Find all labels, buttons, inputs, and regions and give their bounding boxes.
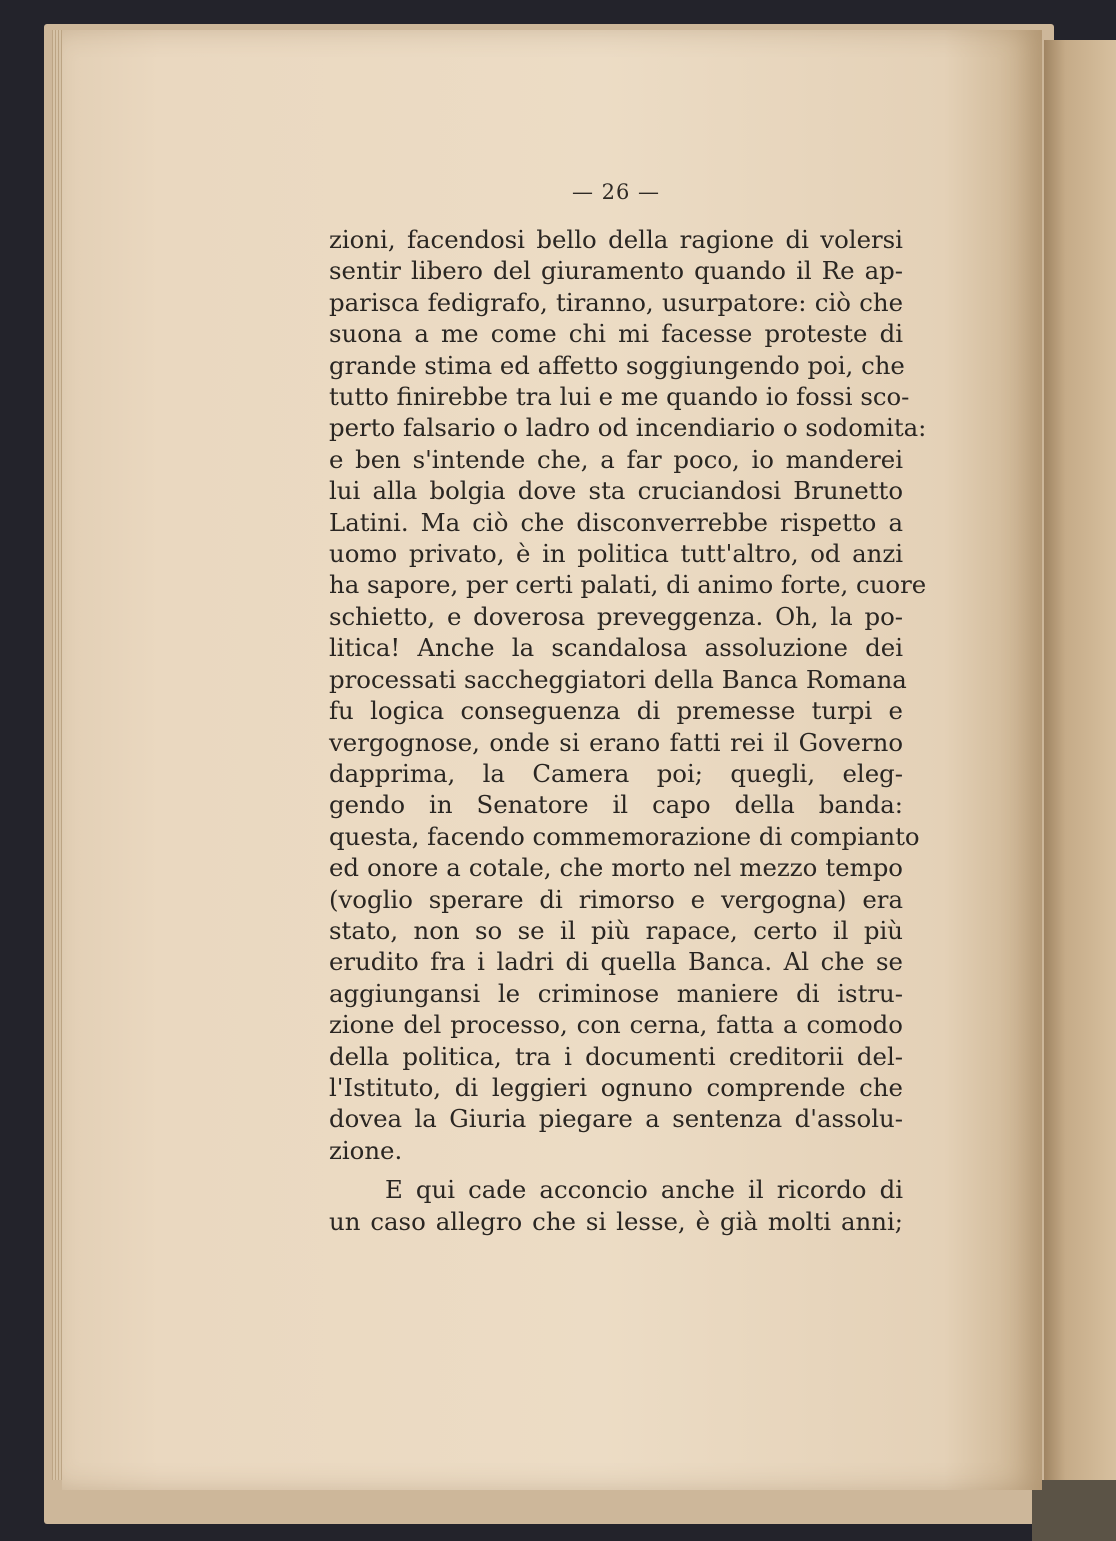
text-line: fu logica conseguenza di premesse turpi e [329,696,903,726]
text-line: E qui cade acconcio anche il ricordo di [385,1175,903,1205]
text-line: e ben s'intende che, a far poco, io manderei [329,444,903,474]
text-line: della politica, tra i documenti creditorii del- [329,1041,903,1071]
facing-page-edge [1044,40,1116,1490]
binding-corner [1032,1480,1116,1541]
text-line: parisca fedigrafo, tiranno, usurpatore: ciò che [329,287,903,317]
text-line: grande stima ed affetto soggiungendo poi, che [329,350,905,380]
text-line: processati saccheggiatori della Banca Romana [329,664,907,694]
text-line: erudito fra i ladri di quella Banca. Al che se [329,947,903,977]
text-line: stato, non so se il più rapace, certo il più [329,915,903,945]
text-line: (voglio sperare di rimorso e vergogna) era [329,884,903,914]
text-line: sentir libero del giuramento quando il Re ap- [329,256,903,286]
paragraph-gap [329,1166,903,1174]
text-line: zione. [329,1135,403,1165]
paragraph [329,224,927,1166]
text-line: zione del processo, con cerna, fatta a comodo [329,1010,903,1040]
text-line: dovea la Giuria piegare a sentenza d'assolu- [329,1104,903,1134]
text-line: litica! Anche la scandalosa assoluzione dei [329,633,903,663]
text-line: ha sapore, per certi palati, di animo forte, cuore [329,570,927,600]
text-line: lui alla bolgia dove sta cruciandosi Brunetto [329,476,903,506]
text-line: Latini. Ma ciò che disconverrebbe rispetto a [329,507,903,537]
text-line: gendo in Senatore il capo della banda: [329,790,903,820]
text-line: suona a me come chi mi facesse proteste di [329,319,903,349]
body-text [329,224,927,1237]
text-line: dapprima, la Camera poi; quegli, eleg- [329,758,903,788]
text-line: un caso allegro che si lesse, è già molti anni; [329,1206,903,1236]
text-line: uomo privato, è in politica tutt'altro, od anzi [329,539,903,569]
text-line: vergognose, onde si erano fatti rei il Governo [329,727,903,757]
text-line: zioni, facendosi bello della ragione di volersi [329,225,903,254]
text-line: ed onore a cotale, che morto nel mezzo tempo [329,853,903,883]
text-line: l'Istituto, di leggieri ognuno comprende che [329,1072,903,1102]
paragraph [329,1174,903,1237]
text-line: questa, facendo commemorazione di compianto [329,821,920,851]
text-line: schietto, e doverosa preveggenza. Oh, la po- [329,601,903,631]
text-line: tutto finirebbe tra lui e me quando io fossi sco- [329,382,910,412]
text-line: aggiungansi le criminose maniere di istru- [329,978,903,1008]
text-line: perto falsario o ladro od incendiario o sodomita: [329,413,927,443]
page-number: — 26 — [571,180,661,204]
